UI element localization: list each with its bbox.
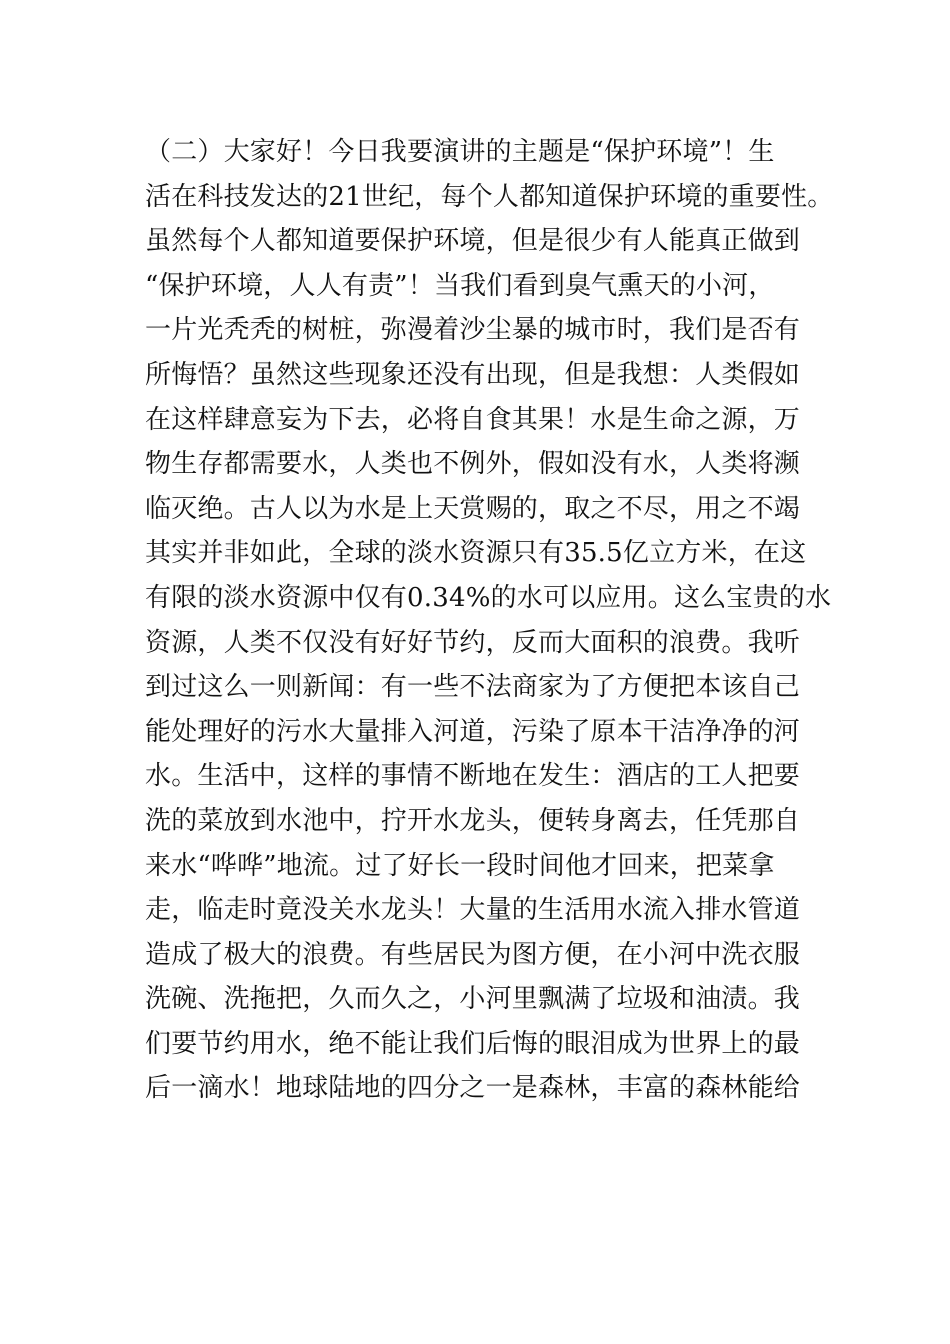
text-line: 造成了极大的浪费。有些居民为图方便，在小河中洗衣服: [145, 939, 801, 970]
text-line: 一片光秃秃的树桩，弥漫着沙尘暴的城市时，我们是否有: [145, 315, 801, 346]
body-text: [145, 130, 834, 1111]
text-line: 洗的菜放到水池中，拧开水龙头，便转身离去，任凭那自: [145, 805, 801, 836]
text-line: 到过这么一则新闻：有一些不法商家为了方便把本该自己: [145, 672, 801, 703]
text-line: （二）大家好！今日我要演讲的主题是“保护环境”！生: [145, 137, 775, 167]
text-line: 虽然每个人都知道要保护环境，但是很少有人能真正做到: [145, 226, 801, 257]
text-line: 临灭绝。古人以为水是上天赏赐的，取之不尽，用之不竭: [145, 493, 801, 524]
text-line: “保护环境，人人有责”！当我们看到臭气熏天的小河，: [145, 270, 775, 301]
text-line: 洗碗、洗拖把，久而久之，小河里飘满了垃圾和油渍。我: [145, 984, 801, 1015]
text-line: 在这样肆意妄为下去，必将自食其果！水是生命之源，万: [145, 404, 801, 435]
text-line: 来水“哗哗”地流。过了好长一段时间他才回来，把菜拿: [145, 850, 775, 881]
text-line: 资源，人类不仅没有好好节约，反而大面积的浪费。我听: [145, 627, 801, 658]
text-line: 其实并非如此，全球的淡水资源只有35.5亿立方米，在这: [145, 538, 807, 569]
text-line: 走，临走时竟没关水龙头！大量的生活用水流入排水管道: [145, 895, 801, 926]
text-line: 所悔悟？虽然这些现象还没有出现，但是我想：人类假如: [145, 359, 801, 390]
text-line: 活在科技发达的21世纪，每个人都知道保护环境的重要性。: [145, 181, 834, 212]
text-line: 有限的淡水资源中仅有0.34%的水可以应用。这么宝贵的水: [145, 582, 832, 613]
text-line: 后一滴水！地球陆地的四分之一是森林，丰富的森林能给: [145, 1073, 801, 1104]
text-line: 能处理好的污水大量排入河道，污染了原本干洁净净的河: [145, 716, 801, 747]
text-line: 物生存都需要水，人类也不例外，假如没有水，人类将濒: [145, 449, 801, 480]
text-line: 们要节约用水，绝不能让我们后悔的眼泪成为世界上的最: [145, 1028, 801, 1059]
text-line: 水。生活中，这样的事情不断地在发生：酒店的工人把要: [145, 761, 801, 792]
